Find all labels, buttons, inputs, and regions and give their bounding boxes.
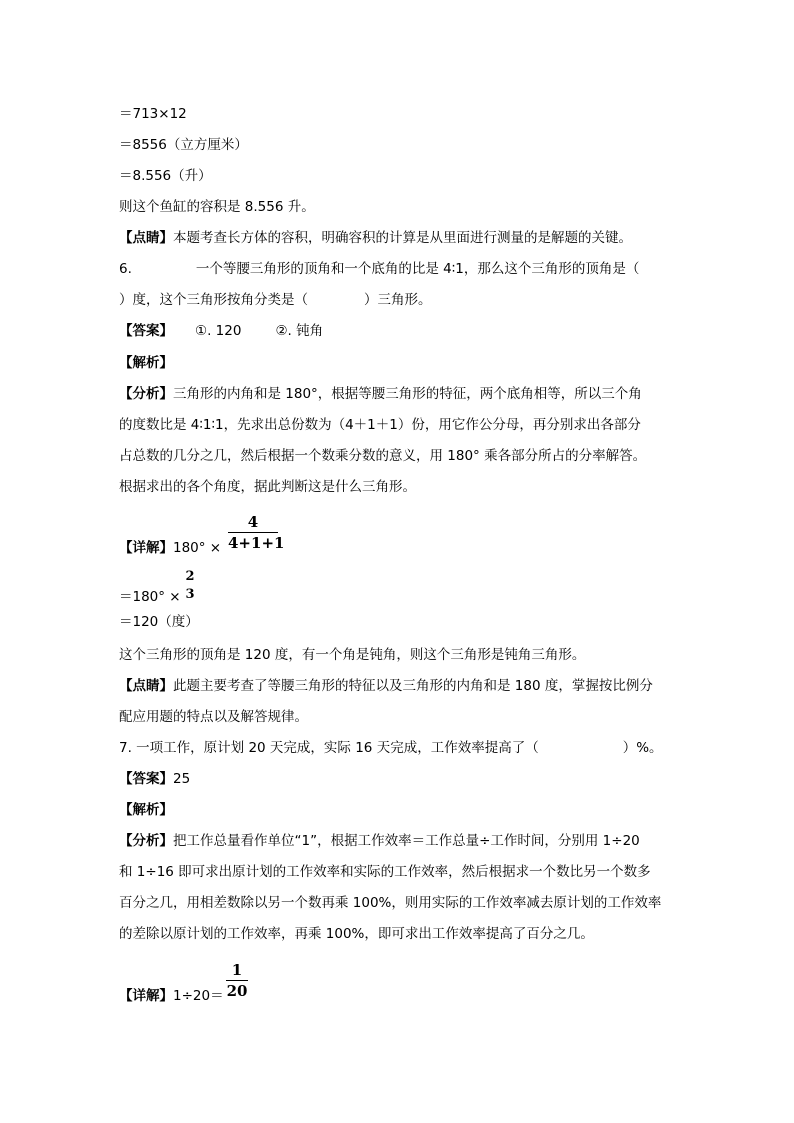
fraction-denominator: 3 xyxy=(185,587,195,602)
answer-6-part-2: ②. 钝角 xyxy=(275,323,324,339)
fraction-denominator: 20 xyxy=(226,982,248,1000)
analysis-6-line-2: 的度数比是 4∶1∶1，先求出总份数为（4＋1＋1）份，用它作公分母，再分别求出各部分 xyxy=(119,417,641,433)
answer-7-line xyxy=(119,769,190,789)
analysis-7-line-4: 的差除以原计划的工作效率，再乘 100%，即可求出工作效率提高了百分之几。 xyxy=(119,926,594,942)
insight-6-tag: 【点睛】 xyxy=(119,678,173,694)
fraction-4-over-6 xyxy=(228,513,285,552)
analysis-6-tag: 【解析】 xyxy=(119,355,173,371)
analysis-7-line-3: 百分之几，用相差数除以另一个数再乘 100%，则用实际的工作效率减去原计划的工作效率 xyxy=(119,895,662,911)
question-6-text-a: 一个等腰三角形的顶角和一个底角的比是 4∶1，那么这个三角形的顶角是（ xyxy=(195,261,640,277)
fraction-denominator: 4+1+1 xyxy=(228,534,285,552)
fraction-numerator: 1 xyxy=(231,961,243,979)
detail-6-line-4: 这个三角形的顶角是 120 度，有一个角是钝角，则这个三角形是钝角三角形。 xyxy=(119,647,586,663)
analysis-7-tag: 【解析】 xyxy=(119,802,173,818)
analysis-7-line-1 xyxy=(119,831,640,851)
calc-line-3: ＝8.556（升） xyxy=(119,168,212,184)
fraction-numerator: 4 xyxy=(247,513,259,531)
detail-6-expr-1: 180° × xyxy=(173,540,222,556)
analysis-6-line-1 xyxy=(119,384,642,404)
calc-line-2: ＝8556（立方厘米） xyxy=(119,137,248,153)
analysis-7-subtag: 【分析】 xyxy=(119,833,173,849)
answer-6-part-1: ①. 120 xyxy=(195,323,242,339)
analysis-6-text-1: 三角形的内角和是 180°，根据等腰三角形的特征，两个底角相等，所以三个角 xyxy=(173,386,642,402)
answer-6-line xyxy=(119,321,323,341)
question-7-text: 7. 一项工作，原计划 20 天完成，实际 16 天完成，工作效率提高了（ xyxy=(119,740,539,756)
answer-6-tag: 【答案】 xyxy=(119,323,173,339)
insight-6-text-1: 此题主要考查了等腰三角形的特征以及三角形的内角和是 180 度，掌握按比例分 xyxy=(173,678,653,694)
insight-tag: 【点睛】 xyxy=(119,230,173,246)
insight-text: 本题考查长方体的容积，明确容积的计算是从里面进行测量的是解题的关键。 xyxy=(173,230,632,246)
analysis-6-subtag: 【分析】 xyxy=(119,386,173,402)
calc-line-1: ＝713×12 xyxy=(119,106,187,122)
detail-7-expr-1: 1÷20＝ xyxy=(173,988,224,1004)
detail-7-line-1 xyxy=(119,986,224,1006)
detail-6-line-3: ＝120（度） xyxy=(119,614,199,630)
question-6-text-b: ）度，这个三角形按角分类是（ xyxy=(119,292,308,308)
analysis-6-line-3: 占总数的几分之几，然后根据一个数乘分数的意义，用 180° 乘各部分所占的分率解答。 xyxy=(119,448,647,464)
detail-6-line-1 xyxy=(119,538,221,558)
fraction-2-over-3 xyxy=(184,568,196,604)
question-6-line-1 xyxy=(119,259,639,279)
answer-7-tag: 【答案】 xyxy=(119,771,173,787)
question-6-line-2 xyxy=(119,290,432,310)
insight-6-line-2: 配应用题的特点以及解答规律。 xyxy=(119,709,308,725)
insight-line xyxy=(119,228,632,248)
fraction-bar xyxy=(226,980,248,981)
fraction-1-over-20 xyxy=(226,961,248,1000)
detail-7-tag: 【详解】 xyxy=(119,988,173,1004)
fraction-numerator: 2 xyxy=(185,569,195,584)
analysis-6-line-4: 根据求出的各个角度，据此判断这是什么三角形。 xyxy=(119,479,416,495)
insight-6-line-1 xyxy=(119,676,653,696)
question-7-line xyxy=(119,738,663,758)
question-6-number: 6. xyxy=(119,261,132,277)
conclusion-line: 则这个鱼缸的容积是 8.556 升。 xyxy=(119,199,315,215)
question-7-end: ）%。 xyxy=(622,740,663,756)
answer-7-value: 25 xyxy=(173,771,191,787)
analysis-7-text-1: 把工作总量看作单位“1”，根据工作效率＝工作总量÷工作时间，分别用 1÷20 xyxy=(173,833,640,849)
question-6-text-c: ）三角形。 xyxy=(364,292,432,308)
detail-6-line-2: ＝180° × xyxy=(119,589,181,605)
analysis-7-line-2: 和 1÷16 即可求出原计划的工作效率和实际的工作效率，然后根据求一个数比另一个数多 xyxy=(119,864,651,880)
detail-6-tag: 【详解】 xyxy=(119,540,173,556)
fraction-bar xyxy=(228,532,278,533)
